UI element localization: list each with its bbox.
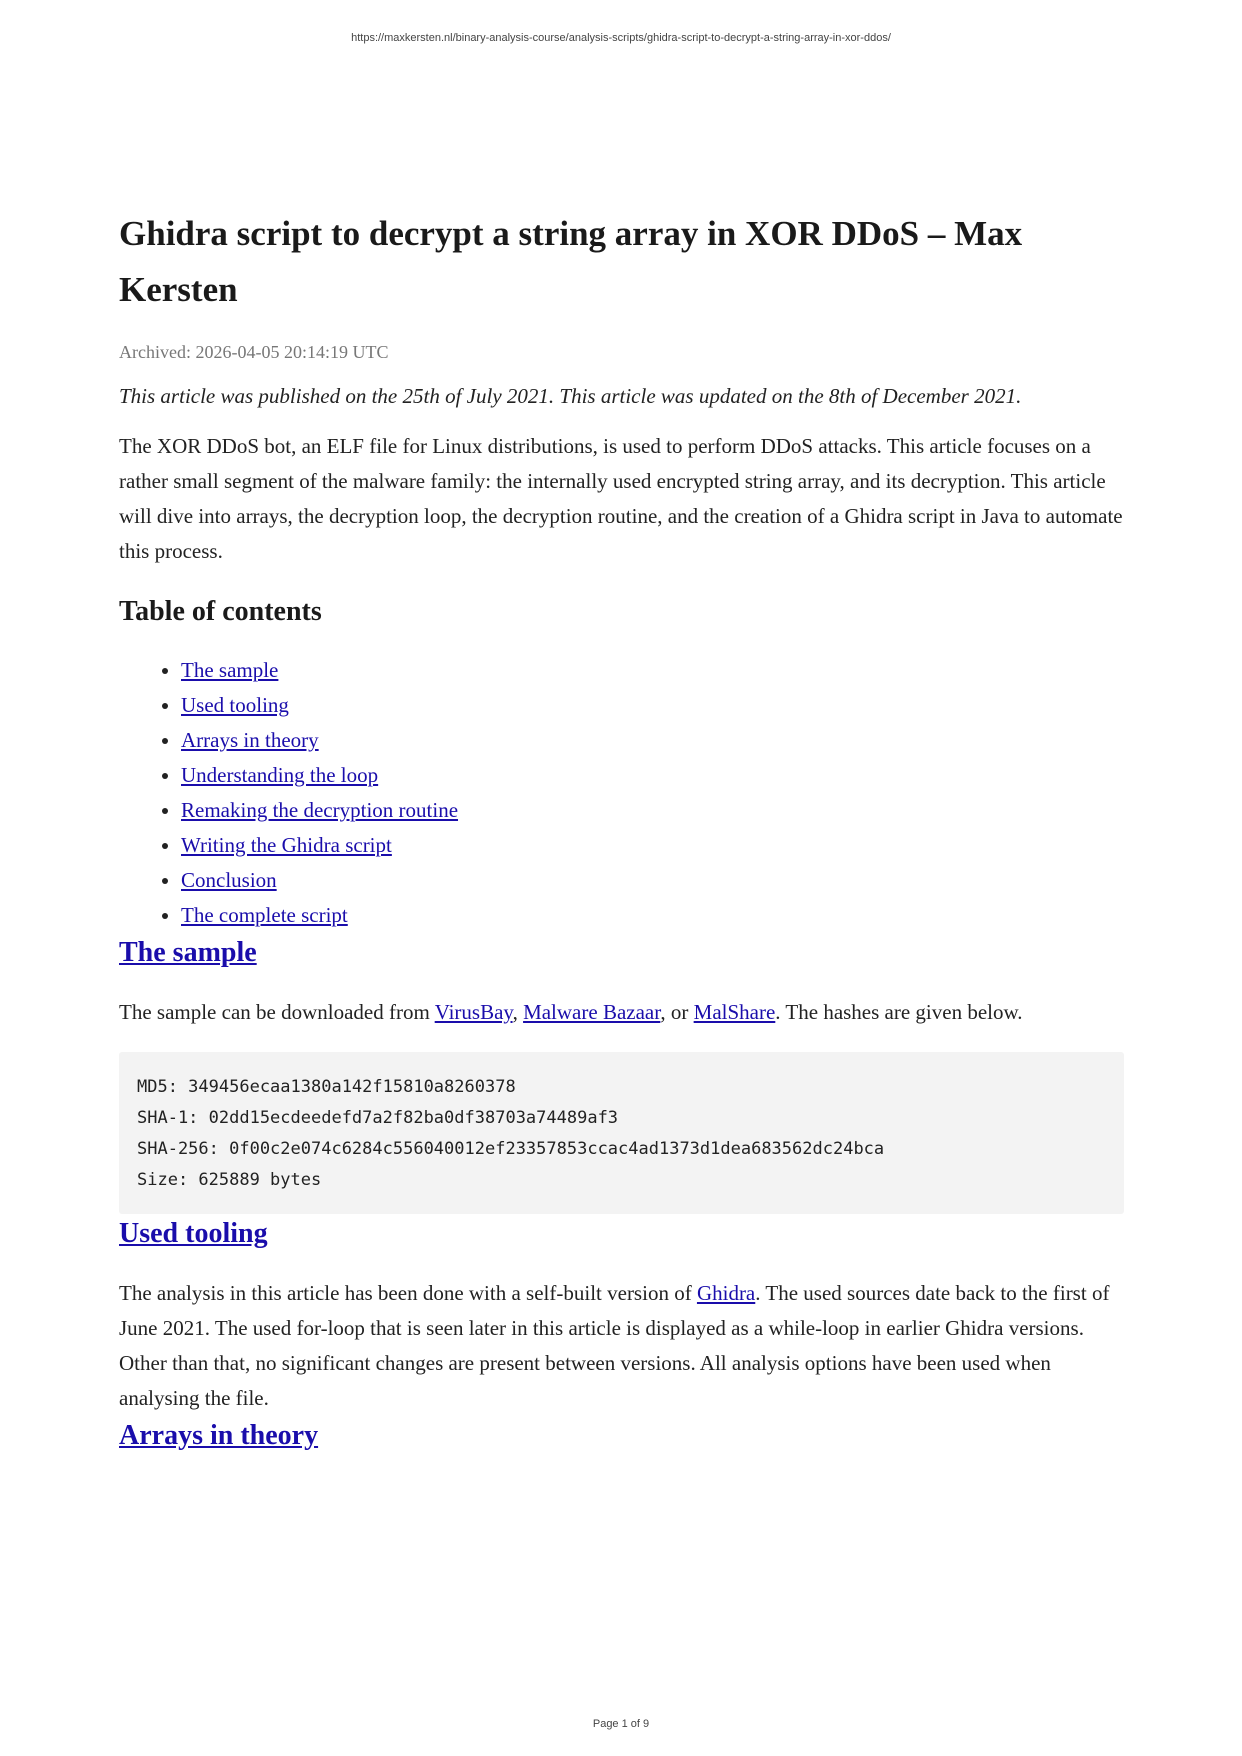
- tooling-paragraph: [119, 1276, 1124, 1416]
- toc-item: [181, 898, 1124, 933]
- toc-item: [181, 688, 1124, 723]
- page-title: Ghidra script to decrypt a string array in XOR DDoS – Max Kersten: [119, 214, 1023, 309]
- source-url: https://maxkersten.nl/binary-analysis-course/analysis-scripts/ghidra-script-to-decrypt-a-string-array-in-xor-ddos/: [351, 32, 891, 44]
- table-of-contents: [119, 653, 1124, 933]
- toc-link-arrays-in-theory[interactable]: Arrays in theory: [181, 728, 319, 752]
- section-heading-tooling: [119, 1214, 1124, 1254]
- toc-heading: Table of contents: [119, 596, 322, 627]
- tooling-text: The analysis in this article has been done with a self-built version of: [119, 1281, 697, 1305]
- separator-text: , or: [660, 1000, 694, 1024]
- publication-note: This article was published on the 25th of July 2021. This article was updated on the 8th of December 2021.: [119, 384, 1022, 408]
- toc-link-the-sample[interactable]: The sample: [181, 658, 279, 682]
- hash-sha256: SHA-256: 0f00c2e074c6284c556040012ef23357853ccac4ad1373d1dea683562dc24bca: [137, 1139, 885, 1159]
- hash-sha1: SHA-1: 02dd15ecdeedefd7a2f82ba0df38703a74489af3: [137, 1108, 619, 1128]
- toc-item: [181, 653, 1124, 688]
- toc-link-complete-script[interactable]: The complete script: [181, 903, 348, 927]
- virusbay-link[interactable]: VirusBay: [434, 1000, 513, 1024]
- toc-item: [181, 863, 1124, 898]
- file-size: Size: 625889 bytes: [137, 1170, 322, 1190]
- toc-link-remaking-decryption-routine[interactable]: Remaking the decryption routine: [181, 798, 459, 822]
- toc-link-used-tooling[interactable]: Used tooling: [181, 693, 289, 717]
- hashes-code-block: [119, 1052, 1124, 1214]
- malware-bazaar-link[interactable]: Malware Bazaar: [523, 1000, 661, 1024]
- toc-link-understanding-the-loop[interactable]: Understanding the loop: [181, 763, 379, 787]
- sample-text: . The hashes are given below.: [775, 1000, 1023, 1024]
- toc-link-conclusion[interactable]: Conclusion: [181, 868, 277, 892]
- sample-text: The sample can be downloaded from: [119, 1000, 435, 1024]
- tooling-text: . The used sources date back to the first of June 2021. The used for-loop that is seen later in this article is displayed as a while-loop in earlier Ghidra versions. Other than that, no significant changes are present between versions. All analysis options have been used when analysing the file.: [119, 1281, 1110, 1410]
- toc-link-writing-ghidra-script[interactable]: Writing the Ghidra script: [181, 833, 392, 857]
- malshare-link[interactable]: MalShare: [693, 1000, 776, 1024]
- toc-item: [181, 828, 1124, 863]
- toc-item: [181, 793, 1124, 828]
- sample-paragraph: [119, 995, 1124, 1030]
- intro-paragraph: The XOR DDoS bot, an ELF file for Linux distributions, is used to perform DDoS attacks. This article focuses on a rather small segment of the malware family: the internally used encrypted string array, and its decryption. This article will dive into arrays, the decryption loop, the decryption routine, and the creation of a Ghidra script in Java to automate this process.: [119, 434, 1123, 563]
- archived-timestamp: Archived: 2026-04-05 20:14:19 UTC: [119, 342, 389, 362]
- sample-heading-link[interactable]: The sample: [119, 937, 257, 968]
- tooling-heading-link[interactable]: Used tooling: [119, 1218, 268, 1249]
- arrays-heading-link[interactable]: Arrays in theory: [119, 1420, 319, 1451]
- page-number: Page 1 of 9: [592, 1718, 650, 1730]
- separator-text: ,: [512, 1000, 524, 1024]
- ghidra-link[interactable]: Ghidra: [696, 1281, 756, 1305]
- toc-item: [181, 723, 1124, 758]
- toc-item: [181, 758, 1124, 793]
- section-heading-sample: [119, 933, 1124, 973]
- hash-md5: MD5: 349456ecaa1380a142f15810a8260378: [137, 1077, 516, 1097]
- article: [119, 206, 1124, 1456]
- section-heading-arrays: [119, 1416, 1124, 1456]
